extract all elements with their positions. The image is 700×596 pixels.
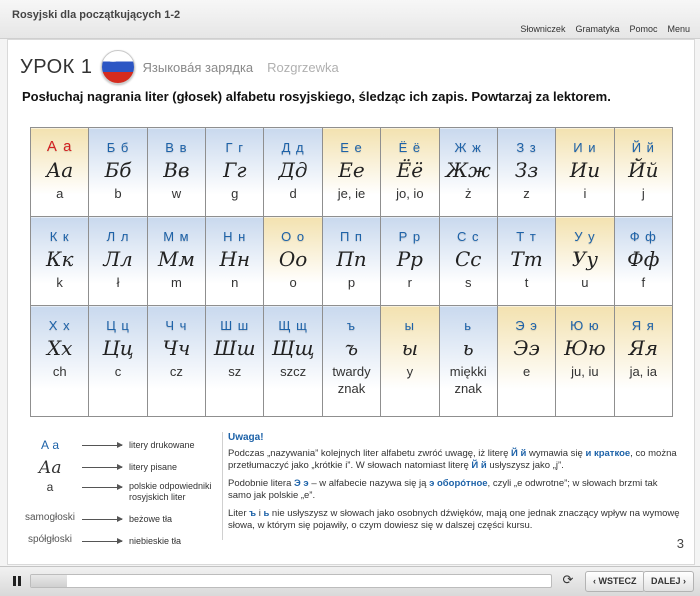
legend-print-row	[20, 438, 220, 458]
top-nav	[520, 24, 690, 34]
note-paragraph-2: Podobnie litera Э э – w alfabecie nazywa się ją э оборóтное, czyli „e odwrotne”; w słowach brzmi tak samo jak polskie „e”.	[228, 478, 658, 501]
letter-polish: w	[171, 186, 182, 201]
letter-polish: ja, ia	[629, 364, 658, 379]
letter-polish: sz	[228, 364, 242, 379]
player-bar	[0, 566, 700, 596]
letter-print: П п	[339, 229, 363, 244]
letter-print: Ж ж	[454, 140, 482, 155]
letter-print: ъ	[346, 318, 357, 333]
lesson-header	[20, 50, 339, 84]
letter-script: Хх	[46, 336, 73, 360]
letter-script: Тт	[510, 247, 543, 271]
letter-polish: b	[114, 186, 122, 201]
letter-cell[interactable]	[206, 217, 264, 306]
letter-polish: u	[581, 275, 589, 290]
letter-script: Чч	[162, 336, 191, 360]
letter-script: ъ	[344, 336, 359, 360]
alphabet-row	[31, 306, 673, 417]
letter-polish: e	[522, 364, 531, 379]
nav-gramatyka[interactable]: Gramatyka	[575, 24, 620, 34]
letter-polish: twardy znak	[332, 364, 371, 396]
instruction-text: Posłuchaj nagrania liter (głosek) alfabetu rosyjskiego, śledząc ich zapis. Powtarzaj za lektorem.	[22, 89, 611, 104]
letter-polish: g	[231, 186, 239, 201]
letter-cell[interactable]	[322, 306, 380, 417]
legend-polish-row	[20, 480, 220, 500]
letter-script: Ээ	[513, 336, 540, 360]
letter-polish: ju, iu	[571, 364, 599, 379]
letter-cell[interactable]	[381, 306, 439, 417]
letter-cell[interactable]	[322, 217, 380, 306]
letter-script: Зз	[514, 158, 539, 182]
arrow-icon	[82, 519, 122, 520]
letter-cell[interactable]	[147, 306, 205, 417]
letter-script: Пп	[336, 247, 367, 271]
letter-script: ь	[462, 336, 474, 360]
letter-print: Ш ш	[220, 318, 250, 333]
letter-cell[interactable]	[89, 306, 147, 417]
letter-script: Шш	[213, 336, 256, 360]
letter-script: Мм	[157, 247, 195, 271]
letter-cell[interactable]	[439, 217, 497, 306]
letter-print: Л л	[106, 229, 130, 244]
legend-consonants-label: spółgłoski	[28, 534, 72, 545]
letter-polish: c	[114, 364, 122, 379]
app-title: Rosyjski dla początkujących 1-2	[12, 9, 181, 21]
letter-print: Э э	[515, 318, 538, 333]
legend	[20, 432, 220, 560]
letter-cell[interactable]	[31, 217, 89, 306]
page-number: 3	[676, 536, 684, 551]
letter-cell[interactable]	[147, 128, 205, 217]
arrow-icon	[82, 487, 122, 488]
letter-polish: ch	[52, 364, 67, 379]
letter-cell[interactable]	[614, 306, 672, 417]
legend-script-symbol: Аа	[38, 458, 62, 478]
letter-cell[interactable]	[556, 306, 614, 417]
lesson-subtitle-ru: Языковáя зарядка	[142, 59, 254, 75]
letter-print: Н н	[223, 229, 247, 244]
letter-cell[interactable]	[206, 306, 264, 417]
letter-cell[interactable]	[439, 306, 497, 417]
letter-cell[interactable]	[147, 217, 205, 306]
arrow-icon	[82, 467, 122, 468]
letter-script: Яя	[628, 336, 658, 360]
back-button[interactable]: ‹ WSTECZ	[585, 571, 645, 592]
letter-print: Б б	[106, 140, 130, 155]
letter-cell[interactable]	[264, 128, 322, 217]
letter-script: Гг	[223, 158, 247, 182]
letter-print: Ч ч	[165, 318, 188, 333]
nav-slowniczek[interactable]: Słowniczek	[520, 24, 566, 34]
letter-cell[interactable]	[439, 128, 497, 217]
letter-polish: p	[347, 275, 356, 290]
letter-script: Рр	[396, 247, 423, 271]
letter-print: У у	[574, 229, 596, 244]
letter-print: М м	[163, 229, 190, 244]
legend-divider	[222, 432, 223, 540]
letter-polish: r	[407, 275, 412, 290]
letter-polish: o	[289, 275, 297, 290]
lesson-subtitle-pl: Rozgrzewka	[267, 59, 339, 75]
letter-script: Йй	[628, 158, 659, 182]
legend-polish-label: polskie odpowiedniki rosyjskich liter	[129, 481, 212, 502]
letter-cell[interactable]	[89, 217, 147, 306]
russian-flag-icon	[101, 50, 135, 84]
letter-polish: je, ie	[337, 186, 366, 201]
note-paragraph-1: Podczas „nazywania” kolejnych liter alfabetu zwróć uwagę, iż literę Й й wymawia się и краткое, co można przetłumaczyć jako „krótkie i”. W słowach natomiast literę Й й usłyszysz jako „j”.	[228, 448, 677, 471]
letter-script: Ии	[569, 158, 601, 182]
letter-polish: cz	[169, 364, 183, 379]
note-title: Uwaga!	[228, 432, 264, 443]
letter-cell[interactable]	[381, 128, 439, 217]
nav-menu[interactable]: Menu	[667, 24, 690, 34]
letter-script: Аа	[46, 158, 74, 182]
legend-script-label: litery pisane	[129, 462, 178, 472]
letter-cell[interactable]	[264, 306, 322, 417]
letter-script: Лл	[103, 247, 133, 271]
letter-cell[interactable]	[497, 217, 555, 306]
letter-script: Бб	[104, 158, 132, 182]
letter-script: Уу	[571, 247, 598, 271]
letter-script: Дд	[278, 158, 308, 182]
letter-polish: szcz	[280, 364, 307, 379]
legend-script-row	[20, 456, 220, 476]
letter-print: О о	[281, 229, 306, 244]
legend-print-symbol: А а	[40, 438, 59, 452]
letter-script: Юю	[564, 336, 606, 360]
letter-print: С с	[456, 229, 480, 244]
letter-print: Ё ё	[398, 140, 422, 155]
letter-cell[interactable]	[614, 128, 672, 217]
letter-cell[interactable]	[206, 128, 264, 217]
letter-print: Х х	[48, 318, 71, 333]
progress-bar[interactable]	[30, 574, 552, 588]
legend-vowels-row	[20, 512, 220, 532]
letter-polish: d	[289, 186, 297, 201]
pause-icon[interactable]	[9, 573, 25, 589]
letter-print: И и	[573, 140, 597, 155]
letter-script: Вв	[163, 158, 190, 182]
letter-script: Ёё	[396, 158, 424, 182]
alphabet-row	[31, 128, 673, 217]
letter-script: Щщ	[271, 336, 315, 360]
letter-print: Д д	[281, 140, 305, 155]
letter-polish: j	[641, 186, 645, 201]
letter-print: З з	[516, 140, 537, 155]
letter-polish: miękki znak	[449, 364, 487, 396]
letter-print: Я я	[631, 318, 655, 333]
arrow-icon	[82, 541, 122, 542]
arrow-icon	[82, 445, 122, 446]
letter-print: ь	[464, 318, 473, 333]
letter-script: Жж	[445, 158, 491, 182]
letter-script: Оо	[278, 247, 308, 271]
letter-polish: a	[56, 186, 64, 201]
next-button[interactable]: DALEJ ›	[643, 571, 694, 592]
letter-print: ы	[404, 318, 415, 333]
letter-script: Сс	[454, 247, 482, 271]
letter-script: Ее	[338, 158, 365, 182]
letter-print: А а	[46, 138, 73, 155]
letter-polish: s	[464, 275, 472, 290]
letter-polish: i	[583, 186, 587, 201]
letter-cell[interactable]	[322, 128, 380, 217]
letter-print: Т т	[516, 229, 537, 244]
note-paragraph-3: Liter ъ i ь nie usłyszysz w słowach jako osobnych dźwięków, mają one jednak znaczący wpływ na wymowę słowa, w którym się pojawiły, o czym dowiesz się w dalszej części kursu.	[228, 508, 680, 531]
letter-cell[interactable]	[31, 306, 89, 417]
legend-vowels-desc: beżowe tła	[129, 514, 173, 524]
letter-script: ы	[401, 336, 418, 360]
letter-print: Г г	[225, 140, 244, 155]
letter-script: Цц	[102, 336, 134, 360]
letter-script: Кк	[45, 247, 74, 271]
letter-polish: z	[523, 186, 530, 201]
letter-cell[interactable]	[89, 128, 147, 217]
letter-cell[interactable]	[556, 217, 614, 306]
letter-cell[interactable]	[556, 128, 614, 217]
letter-print: Щ щ	[278, 318, 308, 333]
alphabet-row	[31, 217, 673, 306]
letter-polish: k	[56, 275, 63, 290]
content-panel	[7, 39, 695, 565]
letter-polish: ł	[116, 275, 120, 290]
progress-fill	[31, 575, 67, 587]
legend-print-label: litery drukowane	[129, 440, 195, 450]
letter-polish: n	[231, 275, 239, 290]
letter-script: Нн	[219, 247, 251, 271]
letter-polish: ż	[464, 186, 472, 201]
letter-polish: t	[524, 275, 529, 290]
letter-cell[interactable]	[497, 128, 555, 217]
legend-polish-symbol: a	[46, 480, 54, 494]
letter-cell[interactable]	[614, 217, 672, 306]
top-bar	[0, 0, 700, 39]
letter-cell[interactable]	[381, 217, 439, 306]
alphabet-table	[30, 127, 673, 417]
letter-print: Й й	[631, 140, 655, 155]
lesson-number: УРОК 1	[20, 55, 93, 78]
letter-polish: f	[641, 275, 646, 290]
letter-print: В в	[165, 140, 188, 155]
letter-script: Фф	[627, 247, 660, 271]
letter-print: Ю ю	[570, 318, 600, 333]
letter-print: Р р	[398, 229, 422, 244]
legend-vowels-label: samogłoski	[24, 512, 76, 523]
letter-polish: jo, io	[396, 186, 424, 201]
replay-icon[interactable]: ⟳	[562, 572, 574, 587]
letter-print: Ц ц	[106, 318, 130, 333]
letter-print: К к	[49, 229, 70, 244]
letter-polish: m	[170, 275, 182, 290]
nav-pomoc[interactable]: Pomoc	[629, 24, 658, 34]
note-box	[228, 432, 683, 538]
letter-print: Ф ф	[629, 229, 657, 244]
letter-print: Е е	[340, 140, 363, 155]
letter-polish: y	[406, 364, 414, 379]
legend-consonants-desc: niebieskie tła	[129, 536, 182, 546]
letter-cell[interactable]	[31, 128, 89, 217]
letter-cell[interactable]	[264, 217, 322, 306]
legend-consonants-row	[20, 534, 220, 554]
letter-cell[interactable]	[497, 306, 555, 417]
